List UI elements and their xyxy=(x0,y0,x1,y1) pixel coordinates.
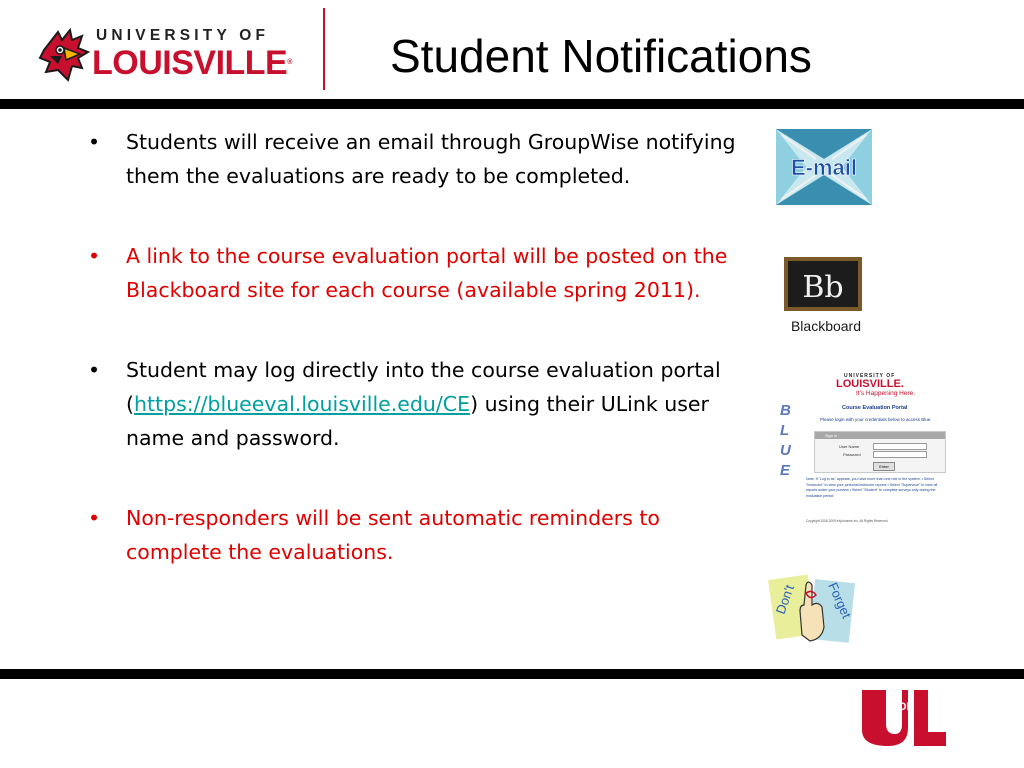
top-rule xyxy=(0,99,1024,109)
dont-word: Don't xyxy=(772,582,798,617)
logo-louisville-text: LOUISVILLE xyxy=(92,44,288,82)
portal-username-label: User Name xyxy=(839,444,860,449)
portal-login-bar xyxy=(815,432,945,439)
uofl-of-text: OF xyxy=(898,701,914,713)
email-label: E-mail xyxy=(790,155,858,180)
blue-letter: B xyxy=(780,402,791,419)
bullet-dot: • xyxy=(88,244,101,268)
bullet-text: A link to the course evaluation portal will be posted on the Blackboard site for each course (available spring 2011). xyxy=(126,244,728,302)
bullet-item-blackboard xyxy=(84,239,744,307)
bottom-rule xyxy=(0,669,1024,679)
blackboard-logo-icon xyxy=(782,255,870,337)
blue-letter: U xyxy=(780,442,791,459)
uofl-logo-icon xyxy=(862,690,946,746)
blue-letter: E xyxy=(780,462,791,479)
logo-louisville xyxy=(92,43,292,83)
bullet-text-before: Student may log directly into the course evaluation portal ( xyxy=(126,358,721,416)
cardinal-bird-icon xyxy=(38,26,90,86)
logo-university-of: UNIVERSITY OF xyxy=(96,27,270,44)
bullet-text: Non-responders will be sent automatic reminders to complete the evaluations. xyxy=(126,506,660,564)
forget-word: Forget xyxy=(825,580,855,621)
portal-enter-button: Enter xyxy=(873,462,895,471)
bullet-item-portal xyxy=(84,353,744,455)
portal-tagline: It's Happening Here. xyxy=(856,390,916,397)
portal-login-header: Sign in xyxy=(825,433,838,438)
bullet-list xyxy=(84,125,744,615)
university-logo xyxy=(38,26,300,88)
portal-link[interactable]: https://blueeval.louisville.edu/CE xyxy=(134,392,471,416)
portal-login-box xyxy=(814,431,946,473)
portal-note: Note: If "Log in as" appears, you have more than one role in the system. • Select "Instructor" to view your personal instructor reports • Select "Supervisor" to view all reports under your purview • Select "Student" to complete surveys only during the evaluation period xyxy=(806,477,938,498)
bullet-item-reminders xyxy=(84,501,744,569)
bullet-dot: • xyxy=(88,358,101,382)
portal-password-field xyxy=(873,451,927,458)
bullet-item-email xyxy=(84,125,744,193)
portal-password-label: Password xyxy=(843,452,861,457)
blue-letters xyxy=(780,401,791,481)
portal-university-of: UNIVERSITY OF xyxy=(844,373,896,379)
dont-forget-finger-icon xyxy=(768,571,856,647)
portal-title: Course Evaluation Portal xyxy=(842,405,908,411)
blue-portal-screenshot xyxy=(776,363,948,531)
blackboard-mark: Bb xyxy=(802,270,844,305)
portal-username-field xyxy=(873,443,927,450)
portal-subtitle: Please login with your credentials below to access Blue. xyxy=(820,417,932,422)
bullet-text-after: ) using their ULink user name and password. xyxy=(126,392,709,450)
blackboard-label: Blackboard xyxy=(790,318,862,334)
bullet-text: Students will receive an email through GroupWise notifying them the evaluations are ready to be completed. xyxy=(126,130,736,188)
registered-mark: ® xyxy=(287,59,292,66)
portal-copyright: Copyright 2006-2009 eXplorance Inc. All Rights Reserved xyxy=(806,519,888,523)
email-clipart-icon xyxy=(776,129,872,205)
header-divider xyxy=(323,8,325,90)
blue-letter: L xyxy=(780,422,790,439)
bullet-dot: • xyxy=(88,130,101,154)
slide-title: Student Notifications xyxy=(390,30,812,82)
bullet-dot: • xyxy=(88,506,101,530)
portal-louisville: LOUISVILLE. xyxy=(836,378,904,390)
